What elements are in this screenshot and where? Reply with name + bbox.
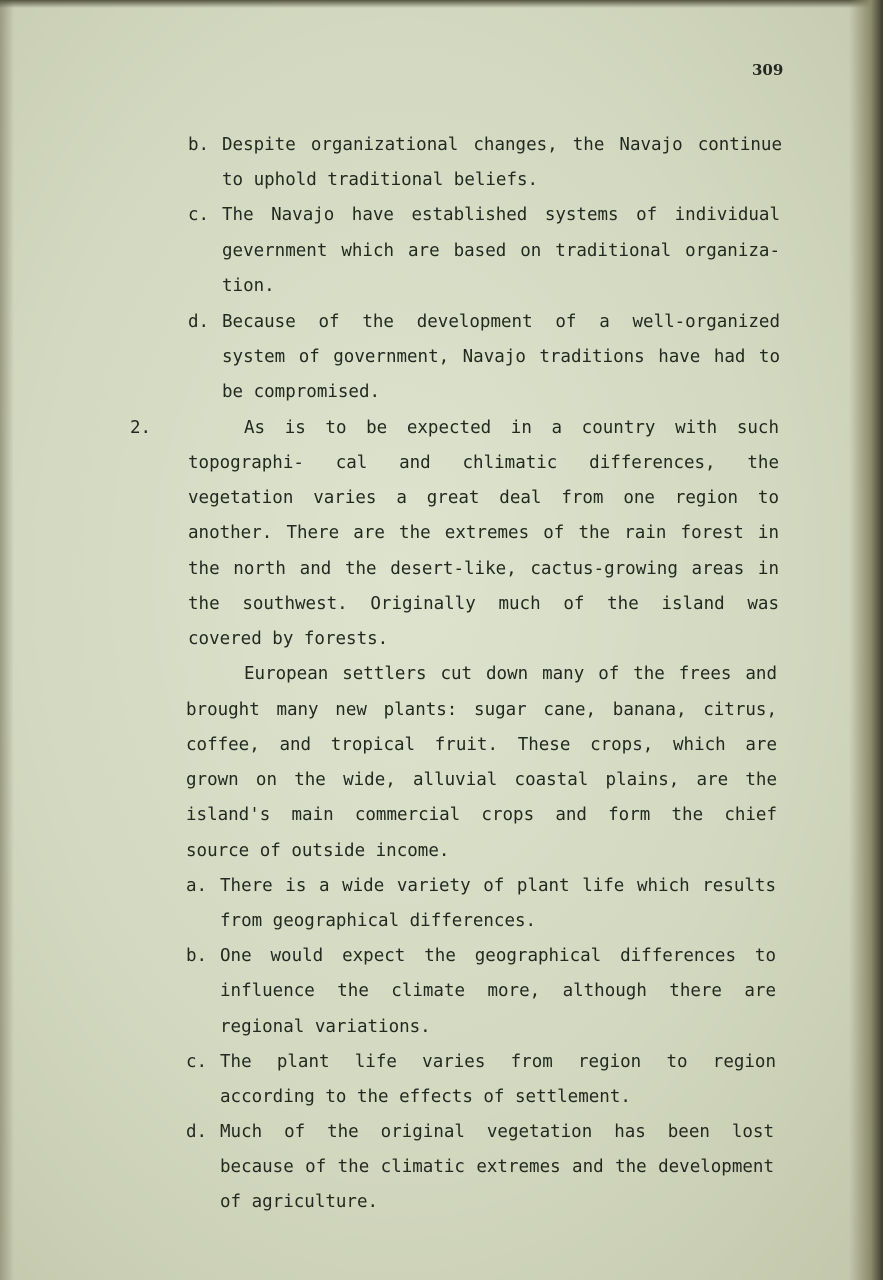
option-line: regional variations. [220,1017,431,1037]
page-edge-shadow-top [0,0,883,8]
item-line: The Navajo have established systems of individual [222,205,780,225]
item-line: Despite organizational changes, the Navajo continue [222,135,782,155]
option-marker: c. [186,1052,208,1072]
option-line: of agriculture. [220,1192,379,1212]
paragraph-line: European settlers cut down many of the frees and [244,664,777,684]
page-edge-shadow-left [0,0,14,1280]
item-marker: d. [188,312,210,332]
option-line: Much of the original vegetation has been lost [220,1122,774,1142]
paragraph-line: vegetation varies a great deal from one region to [188,488,779,508]
page-edge-shadow-right [849,0,883,1280]
item-line: system of government, Navajo traditions have had to [222,347,780,367]
item-marker: b. [188,135,210,155]
paragraph-line: coffee, and tropical fruit. These crops, which are [186,735,777,755]
option-line: because of the climatic extremes and the development [220,1157,774,1177]
paragraph-line: grown on the wide, alluvial coastal plains, are the [186,770,777,790]
option-marker: d. [186,1122,208,1142]
paragraph-line: As is to be expected in a country with such [244,418,779,438]
option-marker: a. [186,876,208,896]
option-line: The plant life varies from region to region [220,1052,776,1072]
paragraph-line: the north and the desert-like, cactus-growing areas in [188,559,779,579]
paragraph-line: source of outside income. [186,841,450,861]
item-line: be compromised. [222,382,381,402]
item-line: tion. [222,276,275,296]
item-line: gevernment which are based on traditional organiza- [222,241,780,261]
option-line: There is a wide variety of plant life which results [220,876,776,896]
question-number: 2. [130,418,152,438]
option-line: influence the climate more, although there are [220,981,776,1001]
option-line: from geographical differences. [220,911,537,931]
option-line: according to the effects of settlement. [220,1087,631,1107]
paragraph-line: another. There are the extremes of the rain forest in [188,523,779,543]
paragraph-line: island's main commercial crops and form the chief [186,805,777,825]
paragraph-line: topographi- cal and chlimatic differences, the [188,453,779,473]
option-marker: b. [186,946,208,966]
paragraph-line: the southwest. Originally much of the island was [188,594,779,614]
item-line: Because of the development of a well-organized [222,312,780,332]
paragraph-line: brought many new plants: sugar cane, banana, citrus, [186,700,777,720]
option-line: One would expect the geographical differences to [220,946,776,966]
item-marker: c. [188,205,210,225]
page-number: 309 [752,61,784,79]
paragraph-line: covered by forests. [188,629,389,649]
item-line: to uphold traditional beliefs. [222,170,539,190]
